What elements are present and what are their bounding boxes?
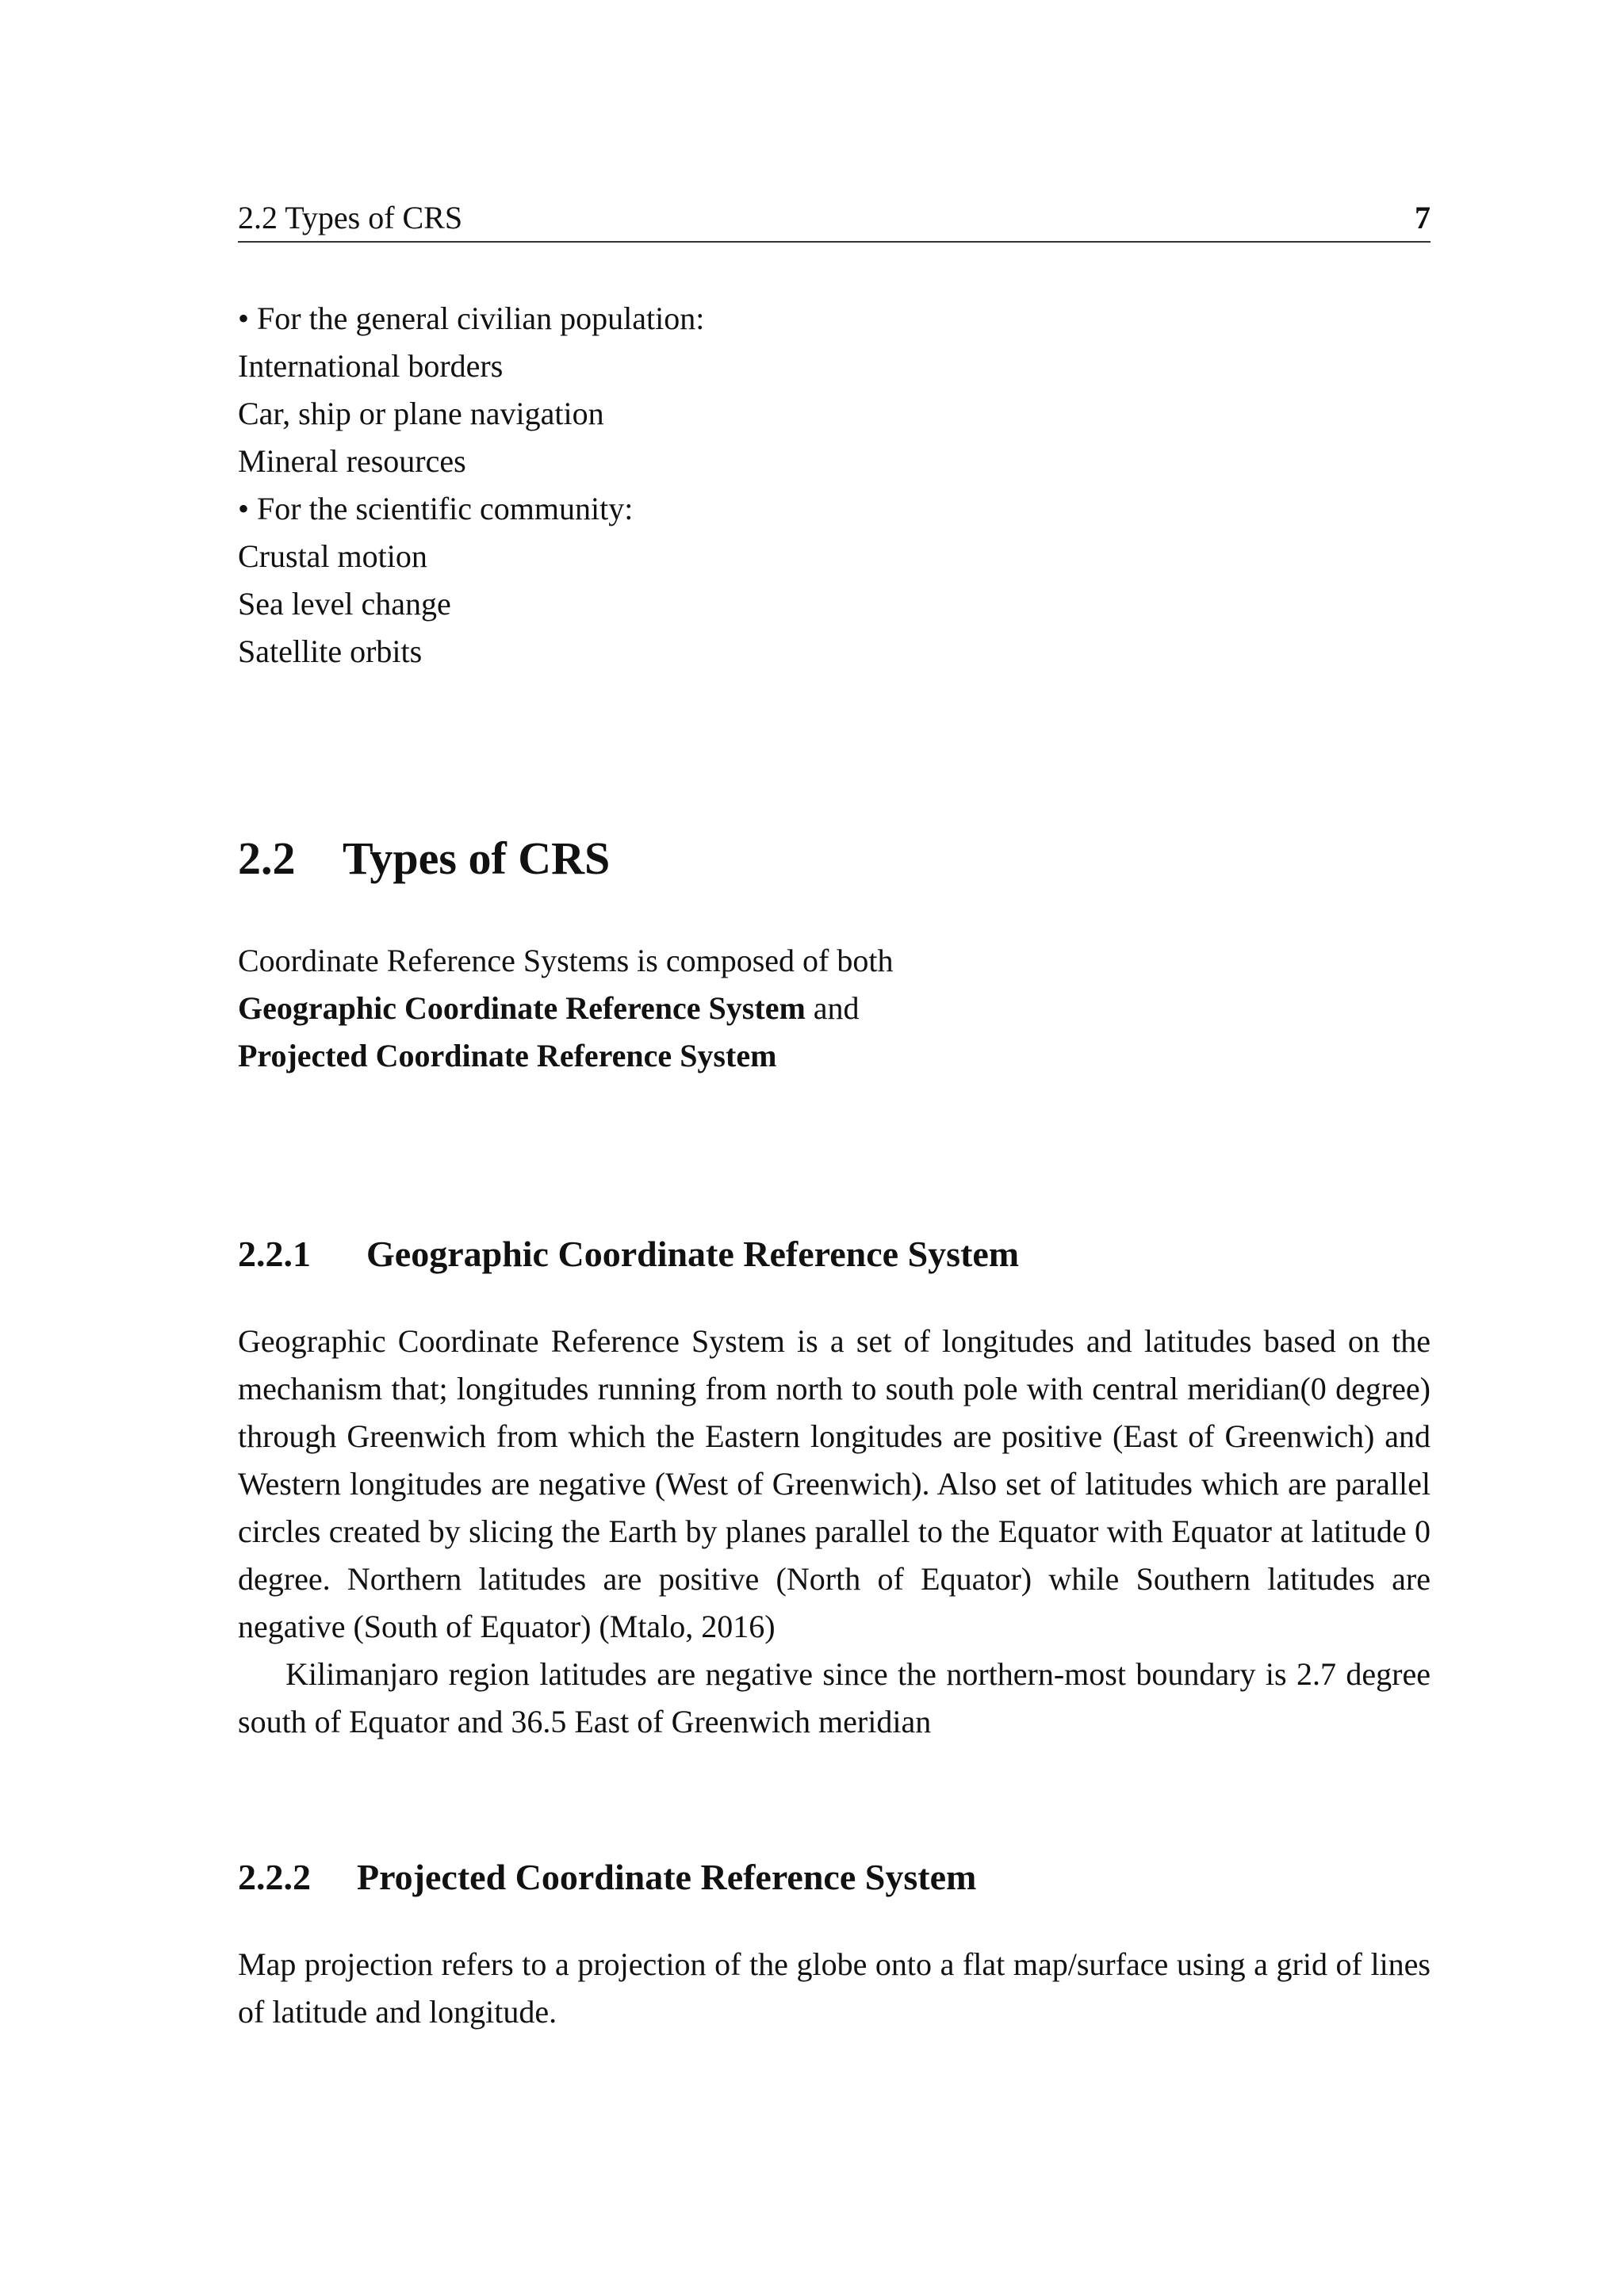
- scientific-list-heading: • For the scientific community:: [238, 491, 634, 526]
- bold-term: Geographic Coordinate Reference System: [238, 990, 806, 1026]
- section-intro-line: [238, 1032, 776, 1080]
- subsection-title: Projected Coordinate Reference System: [357, 1857, 977, 1897]
- subsection-title: Geographic Coordinate Reference System: [366, 1234, 1020, 1274]
- paragraph: Map projection refers to a projection of the globe onto a flat map/surface using a grid of lines of latitude and longitude.: [238, 1946, 1431, 2030]
- document-page: [238, 0, 1431, 2296]
- section-intro-line: Coordinate Reference Systems is composed of both: [238, 943, 894, 978]
- civilian-list-heading: • For the general civilian population:: [238, 300, 705, 336]
- running-title: 2.2 Types of CRS: [238, 200, 463, 235]
- section-number: 2.2: [238, 832, 296, 884]
- list-item: Crustal motion: [238, 538, 427, 574]
- subsection-heading: [238, 1230, 1019, 1278]
- list-item: Car, ship or plane navigation: [238, 396, 604, 431]
- paragraph: Kilimanjaro region latitudes are negative since the northern-most boundary is 2.7 degree south of Equator and 36.5 East of Greenwich meridian: [238, 1656, 1431, 1739]
- intro-text: and: [805, 990, 860, 1026]
- list-item: Mineral resources: [238, 443, 466, 479]
- subsection-heading: [238, 1854, 976, 1901]
- page-number: 7: [1415, 200, 1431, 235]
- list-item: International borders: [238, 348, 504, 384]
- list-item: Satellite orbits: [238, 633, 423, 669]
- paragraph: Geographic Coordinate Reference System is a set of longitudes and latitudes based on the mechanism that; longitudes running from north to south pole with central meridian(0 degree) through Greenwich from which the Eastern longitudes are positive (East of Greenwich) and Western longitudes are negative (West of Greenwich). Also set of latitudes which are parallel circles created by slicing the Earth by planes parallel to the Equator with Equator at latitude 0 degree. Northern latitudes are positive (North of Equator) while Southern latitudes are negative (South of Equator) (Mtalo, 2016): [238, 1323, 1431, 1644]
- subsection-number: 2.2.2: [238, 1857, 311, 1897]
- section-title: Types of CRS: [343, 832, 611, 884]
- subsection-number: 2.2.1: [238, 1234, 311, 1274]
- section-intro-line: [238, 985, 860, 1032]
- section-heading: [238, 831, 610, 886]
- running-header: [238, 195, 1431, 243]
- bold-term: Projected Coordinate Reference System: [238, 1038, 777, 1073]
- list-item: Sea level change: [238, 586, 451, 622]
